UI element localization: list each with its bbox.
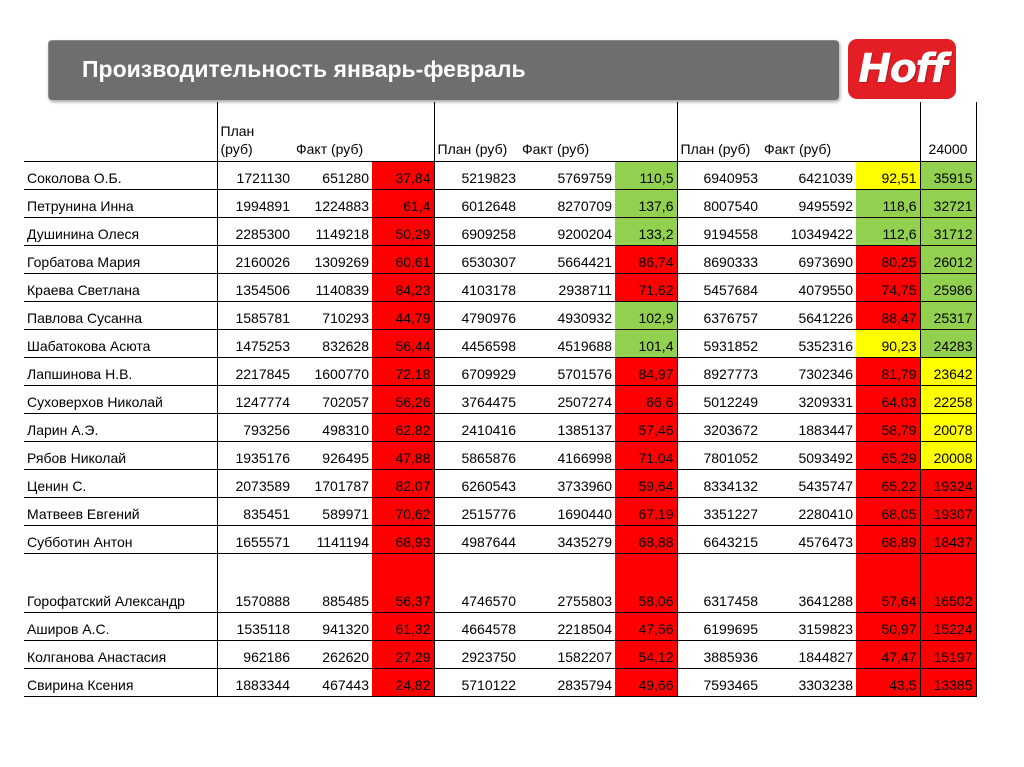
row-p1-fact: 651280 (293, 161, 372, 189)
row-p3-pct: 50,97 (856, 612, 920, 640)
row-p2-plan: 6530307 (434, 245, 519, 273)
row-p3-pct: 64,03 (856, 385, 920, 413)
row-score: 16502 (920, 553, 976, 612)
row-p2-fact: 3435279 (519, 525, 615, 553)
row-name: Субботин Антон (24, 525, 217, 553)
row-p3-pct: 90,23 (856, 329, 920, 357)
row-name: Петрунина Инна (24, 189, 217, 217)
row-p2-plan: 5865876 (434, 441, 519, 469)
row-p3-pct: 47,47 (856, 640, 920, 668)
row-p1-plan: 1721130 (217, 161, 293, 189)
row-p3-fact: 3641288 (761, 553, 856, 612)
row-p2-pct: 66,6 (615, 385, 677, 413)
header-p1-fact: Факт (руб) (293, 102, 372, 161)
row-p3-plan: 5931852 (677, 329, 761, 357)
row-name: Шабатокова Асюта (24, 329, 217, 357)
row-p1-pct: 44,79 (372, 301, 434, 329)
row-p1-plan: 1585781 (217, 301, 293, 329)
row-p3-fact: 3303238 (761, 668, 856, 696)
row-p1-fact: 1600770 (293, 357, 372, 385)
row-p1-fact: 941320 (293, 612, 372, 640)
row-score: 26012 (920, 245, 976, 273)
row-p1-pct: 68,93 (372, 525, 434, 553)
table-row (24, 469, 976, 497)
row-p3-pct: 65,22 (856, 469, 920, 497)
row-p2-plan: 6909258 (434, 217, 519, 245)
header-name-cell (24, 102, 217, 161)
row-p1-plan: 1883344 (217, 668, 293, 696)
row-p1-pct: 60,61 (372, 245, 434, 273)
row-score: 25317 (920, 301, 976, 329)
row-name: Ларин А.Э. (24, 413, 217, 441)
title-bar (48, 40, 839, 100)
row-p1-fact: 1149218 (293, 217, 372, 245)
row-p1-pct: 56,26 (372, 385, 434, 413)
row-p2-fact: 1582207 (519, 640, 615, 668)
row-p2-fact: 8270709 (519, 189, 615, 217)
row-p3-plan: 9194558 (677, 217, 761, 245)
table-row (24, 525, 976, 553)
row-p3-plan: 6199695 (677, 612, 761, 640)
row-p3-pct: 68,89 (856, 525, 920, 553)
row-score: 24283 (920, 329, 976, 357)
row-p3-pct: 88,47 (856, 301, 920, 329)
table-row (24, 612, 976, 640)
row-p1-fact: 1309269 (293, 245, 372, 273)
table-row (24, 161, 976, 189)
row-p2-pct: 49,66 (615, 668, 677, 696)
table-row (24, 273, 976, 301)
row-name: Павлова Сусанна (24, 301, 217, 329)
row-p2-fact: 5769759 (519, 161, 615, 189)
row-p3-fact: 2280410 (761, 497, 856, 525)
row-p1-plan: 1354506 (217, 273, 293, 301)
row-p1-plan: 2217845 (217, 357, 293, 385)
row-p3-pct: 80,25 (856, 245, 920, 273)
row-p3-plan: 3351227 (677, 497, 761, 525)
row-p2-fact: 3733960 (519, 469, 615, 497)
row-p2-pct: 68,88 (615, 525, 677, 553)
row-p1-plan: 835451 (217, 497, 293, 525)
row-p1-fact: 589971 (293, 497, 372, 525)
header-p2-fact: Факт (руб) (519, 102, 615, 161)
row-score: 13385 (920, 668, 976, 696)
row-name: Соколова О.Б. (24, 161, 217, 189)
row-p3-pct: 81,79 (856, 357, 920, 385)
table-row (24, 640, 976, 668)
row-p2-pct: 57,46 (615, 413, 677, 441)
row-p3-plan: 8690333 (677, 245, 761, 273)
row-p2-fact: 1385137 (519, 413, 615, 441)
row-score: 15197 (920, 640, 976, 668)
row-p2-fact: 2218504 (519, 612, 615, 640)
row-name: Краева Светлана (24, 273, 217, 301)
row-p3-fact: 5435747 (761, 469, 856, 497)
table-header-row (24, 102, 976, 161)
row-p3-fact: 5352316 (761, 329, 856, 357)
row-p1-pct: 56,37 (372, 553, 434, 612)
row-name: Лапшинова Н.В. (24, 357, 217, 385)
table-row (24, 553, 976, 612)
row-p3-fact: 7302346 (761, 357, 856, 385)
row-p2-fact: 2938711 (519, 273, 615, 301)
header-p3-pct (856, 102, 920, 161)
row-p1-pct: 61,32 (372, 612, 434, 640)
row-p2-pct: 102,9 (615, 301, 677, 329)
row-p1-pct: 24,82 (372, 668, 434, 696)
header-p1-plan: План (руб) (217, 102, 293, 161)
row-p1-plan: 1475253 (217, 329, 293, 357)
row-p3-plan: 6643215 (677, 525, 761, 553)
row-name: Свирина Ксения (24, 668, 217, 696)
row-p1-pct: 84,23 (372, 273, 434, 301)
row-p3-fact: 5093492 (761, 441, 856, 469)
row-p3-plan: 7801052 (677, 441, 761, 469)
table-row (24, 441, 976, 469)
header-p1-pct (372, 102, 434, 161)
row-p1-plan: 1935176 (217, 441, 293, 469)
row-p2-pct: 58,06 (615, 553, 677, 612)
row-score: 32721 (920, 189, 976, 217)
header-p3-fact: Факт (руб) (761, 102, 856, 161)
row-p1-pct: 82,07 (372, 469, 434, 497)
row-p1-fact: 710293 (293, 301, 372, 329)
row-p1-fact: 1140839 (293, 273, 372, 301)
row-score: 25986 (920, 273, 976, 301)
row-score: 31712 (920, 217, 976, 245)
row-p2-pct: 137,6 (615, 189, 677, 217)
row-p1-fact: 467443 (293, 668, 372, 696)
row-p2-plan: 4456598 (434, 329, 519, 357)
row-score: 23642 (920, 357, 976, 385)
row-name: Аширов А.С. (24, 612, 217, 640)
row-p3-pct: 118,6 (856, 189, 920, 217)
row-p2-fact: 5701576 (519, 357, 615, 385)
row-p3-pct: 57,64 (856, 553, 920, 612)
table-row (24, 385, 976, 413)
row-p3-plan: 5457684 (677, 273, 761, 301)
row-p1-plan: 962186 (217, 640, 293, 668)
row-name: Горбатова Мария (24, 245, 217, 273)
header-threshold: 24000 (920, 102, 976, 161)
row-p2-pct: 67,19 (615, 497, 677, 525)
row-p2-plan: 4987644 (434, 525, 519, 553)
row-p2-pct: 133,2 (615, 217, 677, 245)
row-p3-fact: 6421039 (761, 161, 856, 189)
row-name: Суховерхов Николай (24, 385, 217, 413)
row-p3-fact: 4079550 (761, 273, 856, 301)
row-p3-fact: 1844827 (761, 640, 856, 668)
row-p3-fact: 3209331 (761, 385, 856, 413)
logo-text: Hoff (858, 46, 946, 92)
row-p1-fact: 1701787 (293, 469, 372, 497)
row-p1-fact: 262620 (293, 640, 372, 668)
row-p1-pct: 50,29 (372, 217, 434, 245)
header-p3-plan: План (руб) (677, 102, 761, 161)
header-p2-plan: План (руб) (434, 102, 519, 161)
row-p2-pct: 59,64 (615, 469, 677, 497)
row-p1-plan: 2285300 (217, 217, 293, 245)
row-p1-plan: 2073589 (217, 469, 293, 497)
row-p2-fact: 2835794 (519, 668, 615, 696)
row-p2-pct: 47,56 (615, 612, 677, 640)
row-p3-pct: 112,6 (856, 217, 920, 245)
row-p2-fact: 9200204 (519, 217, 615, 245)
performance-table (24, 102, 977, 697)
row-p3-fact: 5641226 (761, 301, 856, 329)
row-p3-fact: 9495592 (761, 189, 856, 217)
row-p2-plan: 6709929 (434, 357, 519, 385)
row-p1-fact: 702057 (293, 385, 372, 413)
row-p2-pct: 71,04 (615, 441, 677, 469)
row-p3-pct: 74,75 (856, 273, 920, 301)
row-p3-fact: 1883447 (761, 413, 856, 441)
row-p3-plan: 6317458 (677, 553, 761, 612)
row-p3-pct: 58,79 (856, 413, 920, 441)
row-name: Душинина Олеся (24, 217, 217, 245)
row-p1-pct: 72,18 (372, 357, 434, 385)
row-p1-fact: 832628 (293, 329, 372, 357)
row-p2-pct: 86,74 (615, 245, 677, 273)
row-name: Матвеев Евгений (24, 497, 217, 525)
row-p3-plan: 8007540 (677, 189, 761, 217)
table-row (24, 245, 976, 273)
row-p2-fact: 4930932 (519, 301, 615, 329)
row-score: 20008 (920, 441, 976, 469)
row-name: Горофатский Александр (24, 553, 217, 612)
row-name: Колганова Анастасия (24, 640, 217, 668)
row-p2-plan: 4790976 (434, 301, 519, 329)
row-p3-pct: 68,05 (856, 497, 920, 525)
table-row (24, 413, 976, 441)
row-p2-fact: 4166998 (519, 441, 615, 469)
row-p1-plan: 1535118 (217, 612, 293, 640)
row-p1-fact: 1224883 (293, 189, 372, 217)
row-p2-fact: 5664421 (519, 245, 615, 273)
row-name: Рябов Николай (24, 441, 217, 469)
row-p2-plan: 4103178 (434, 273, 519, 301)
table-row (24, 217, 976, 245)
table-row (24, 357, 976, 385)
row-score: 20078 (920, 413, 976, 441)
row-p2-plan: 5219823 (434, 161, 519, 189)
page-title: Производительность январь-февраль (82, 56, 526, 82)
row-p2-pct: 110,5 (615, 161, 677, 189)
row-p3-plan: 7593465 (677, 668, 761, 696)
row-p2-pct: 84,97 (615, 357, 677, 385)
row-p2-plan: 2410416 (434, 413, 519, 441)
row-p1-plan: 2160026 (217, 245, 293, 273)
row-p1-pct: 62,82 (372, 413, 434, 441)
row-p3-pct: 92,51 (856, 161, 920, 189)
row-p1-pct: 37,84 (372, 161, 434, 189)
row-p3-plan: 8927773 (677, 357, 761, 385)
row-p2-plan: 5710122 (434, 668, 519, 696)
row-p2-pct: 101,4 (615, 329, 677, 357)
row-p1-plan: 793256 (217, 413, 293, 441)
row-p3-plan: 8334132 (677, 469, 761, 497)
row-p1-plan: 1570888 (217, 553, 293, 612)
row-p2-pct: 54,12 (615, 640, 677, 668)
table-row (24, 497, 976, 525)
row-p1-fact: 926495 (293, 441, 372, 469)
row-p2-plan: 2515776 (434, 497, 519, 525)
hoff-logo (848, 39, 956, 99)
row-p3-fact: 6973690 (761, 245, 856, 273)
row-p2-plan: 3764475 (434, 385, 519, 413)
row-p2-plan: 4664578 (434, 612, 519, 640)
row-p2-fact: 4519688 (519, 329, 615, 357)
row-score: 35915 (920, 161, 976, 189)
row-p1-plan: 1247774 (217, 385, 293, 413)
row-p1-plan: 1994891 (217, 189, 293, 217)
row-p3-pct: 65,29 (856, 441, 920, 469)
row-p2-fact: 2507274 (519, 385, 615, 413)
row-p2-plan: 4746570 (434, 553, 519, 612)
row-p1-pct: 27,29 (372, 640, 434, 668)
table-row (24, 301, 976, 329)
row-p2-fact: 1690440 (519, 497, 615, 525)
row-p3-plan: 6376757 (677, 301, 761, 329)
row-p2-fact: 2755803 (519, 553, 615, 612)
row-p1-pct: 61,4 (372, 189, 434, 217)
header-p2-pct (615, 102, 677, 161)
row-score: 19324 (920, 469, 976, 497)
row-p2-plan: 6260543 (434, 469, 519, 497)
row-p1-pct: 56,44 (372, 329, 434, 357)
row-score: 15224 (920, 612, 976, 640)
row-p1-fact: 885485 (293, 553, 372, 612)
row-p1-fact: 1141194 (293, 525, 372, 553)
row-p3-plan: 3203672 (677, 413, 761, 441)
row-p3-plan: 3885936 (677, 640, 761, 668)
row-p2-pct: 71,62 (615, 273, 677, 301)
row-p3-fact: 10349422 (761, 217, 856, 245)
row-p3-fact: 3159823 (761, 612, 856, 640)
row-p1-pct: 70,62 (372, 497, 434, 525)
row-score: 19307 (920, 497, 976, 525)
row-p1-fact: 498310 (293, 413, 372, 441)
row-p2-plan: 2923750 (434, 640, 519, 668)
table-row (24, 329, 976, 357)
row-name: Ценин С. (24, 469, 217, 497)
row-score: 18437 (920, 525, 976, 553)
row-p3-fact: 4576473 (761, 525, 856, 553)
row-p1-pct: 47,88 (372, 441, 434, 469)
row-score: 22258 (920, 385, 976, 413)
table-row (24, 668, 976, 696)
row-p3-plan: 6940953 (677, 161, 761, 189)
row-p1-plan: 1655571 (217, 525, 293, 553)
row-p2-plan: 6012648 (434, 189, 519, 217)
row-p3-plan: 5012249 (677, 385, 761, 413)
row-p3-pct: 43,5 (856, 668, 920, 696)
table-row (24, 189, 976, 217)
